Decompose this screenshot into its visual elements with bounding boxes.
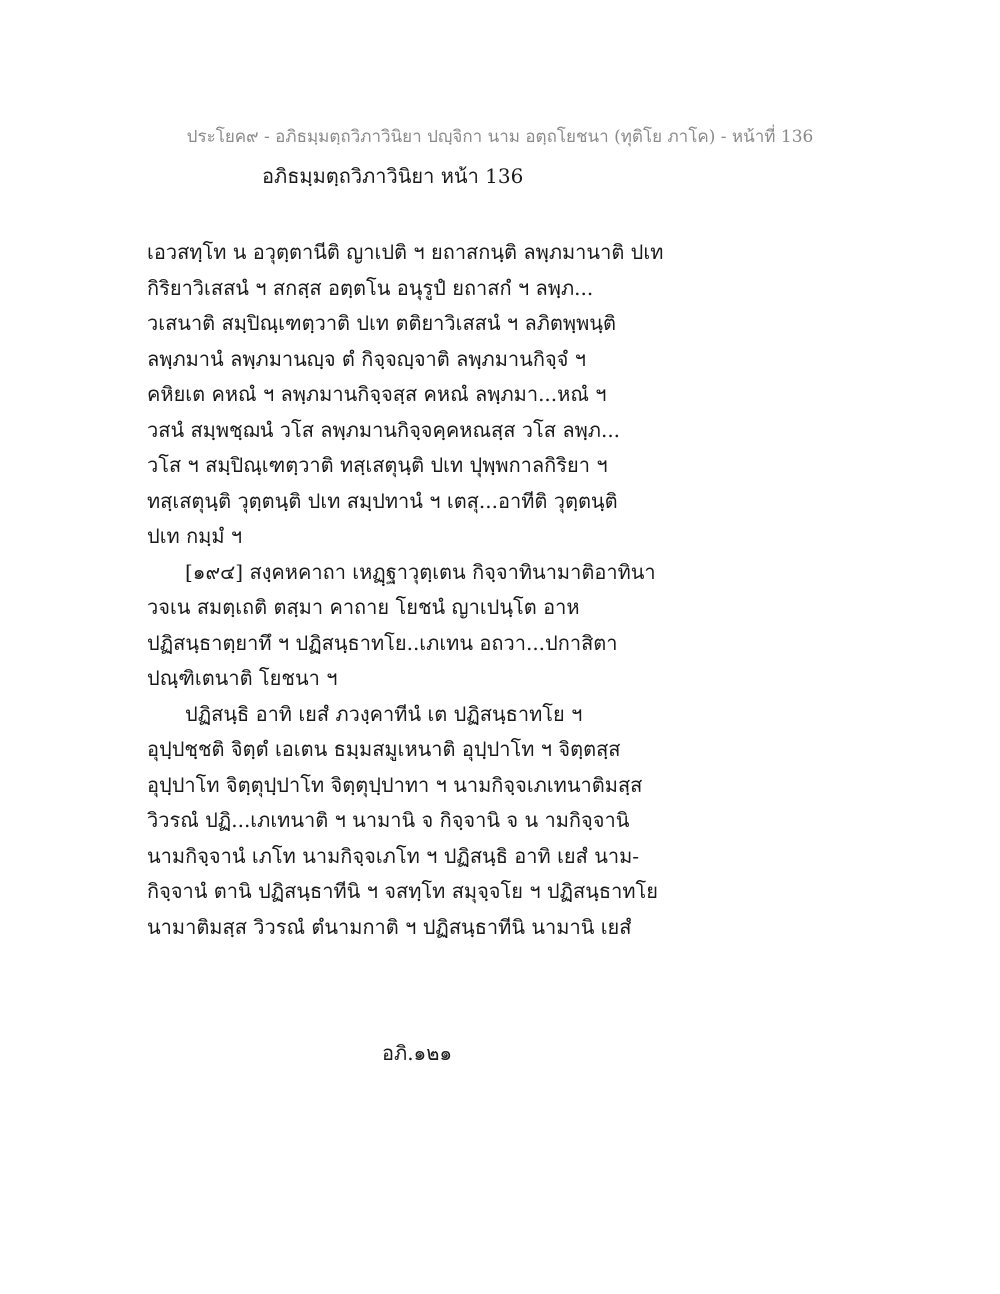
- text-line: ปเท กมฺมํ ฯ: [147, 524, 243, 548]
- text-line: วจเน สมตฺเถติ ตสฺมา คาถาย โยชนํ ญาเปนฺโต อาห: [147, 595, 580, 619]
- page-title: อภิธมฺมตฺถวิภาวินิยา หน้า 136: [262, 164, 524, 188]
- body-text: [147, 235, 867, 945]
- text-line: อุปฺปาโท จิตฺตุปฺปาโท จิตฺตุปฺปาทา ฯ นามกิจฺจเภเทนาติมสฺส: [147, 772, 643, 797]
- text-line: วโส ฯ สมฺปิณฺเฑตฺวาติ ทสฺเสตุนฺติ ปเท ปุพฺพกาลกิริยา ฯ: [147, 453, 608, 477]
- text-line: ปณฺฑิเตนาติ โยชนา ฯ: [147, 666, 338, 690]
- text-line: อุปฺปชฺชติ จิตฺตํ เอเตน ธมฺมสมูเหนาติ อุปฺปาโท ฯ จิตฺตสฺส: [147, 737, 621, 761]
- text-line: ลพฺภมานํ ลพฺภมานญฺจ ตํ กิจฺจญฺจาติ ลพฺภมานกิจฺจํ ฯ: [147, 346, 586, 371]
- text-line: [๑๙๔] สงฺคหคาถา เหฏฺฐาวุตฺเตน กิจฺจาทินามาติอาทินา: [185, 559, 656, 584]
- text-line: กิริยาวิเสสนํ ฯ สกสฺส อตฺตโน อนุรูปํ ยถาสกํ ฯ ลพฺภ...: [147, 275, 594, 300]
- text-line: คหิยเต คหณํ ฯ ลพฺภมานกิจฺจสฺส คหณํ ลพฺภมา...หณํ ฯ: [147, 382, 607, 406]
- text-line: ทสฺเสตุนฺติ วุตฺตนฺติ ปเท สมฺปทานํ ฯ เตสุ...อาทีติ วุตฺตนฺติ: [147, 488, 618, 513]
- text-line: เอวสทฺโท น อวุตฺตานีติ ญาเปติ ฯ ยถาสกนฺติ ลพฺภมานาติ ปเท: [147, 240, 664, 264]
- text-line: นามาติมสฺส วิวรณํ ตํนามกาติ ฯ ปฏิสนฺธาทีนิ นามานิ เยสํ: [147, 914, 632, 939]
- text-line: วิวรณํ ปฏิ...เภเทนาติ ฯ นามานิ จ กิจฺจานิ จ น ามกิจฺจานิ: [147, 808, 630, 832]
- text-line: นามกิจฺจานํ เภโท นามกิจฺจเภโท ฯ ปฏิสนฺธิ อาทิ เยสํ นาม-: [147, 843, 640, 868]
- text-line: วสนํ สมฺพชฺฌนํ วโส ลพฺภมานกิจฺจคฺคหณสฺส วโส ลพฺภ...: [147, 417, 621, 442]
- page-folio: อภิ.๑๒๑: [382, 1041, 453, 1065]
- text-line: ปฏิสนฺธาตฺยาทึ ฯ ปฏิสนฺธาทโย..เภเทน อถวา...ปกาสิตา: [147, 630, 618, 655]
- running-header-text: ประโยค๙ - อภิธมฺมตฺถวิภาวินิยา ปญฺจิกา นาม อตฺถโยชนา (ทุติโย ภาโค) - หน้าที่ 136: [186, 127, 814, 147]
- text-line: กิจฺจานํ ตานิ ปฏิสนฺธาทีนิ ฯ จสทฺโท สมุจฺจโย ฯ ปฏิสนฺธาทโย: [147, 879, 659, 903]
- running-header: [0, 123, 1000, 150]
- text-line: ปฏิสนฺธิ อาทิ เยสํ ภวงฺคาทีนํ เต ปฏิสนฺธาทโย ฯ: [185, 701, 583, 726]
- text-line: วเสนาติ สมฺปิณฺเฑตฺวาติ ปเท ตติยาวิเสสนํ ฯ ลภิตพฺพนฺติ: [147, 311, 616, 335]
